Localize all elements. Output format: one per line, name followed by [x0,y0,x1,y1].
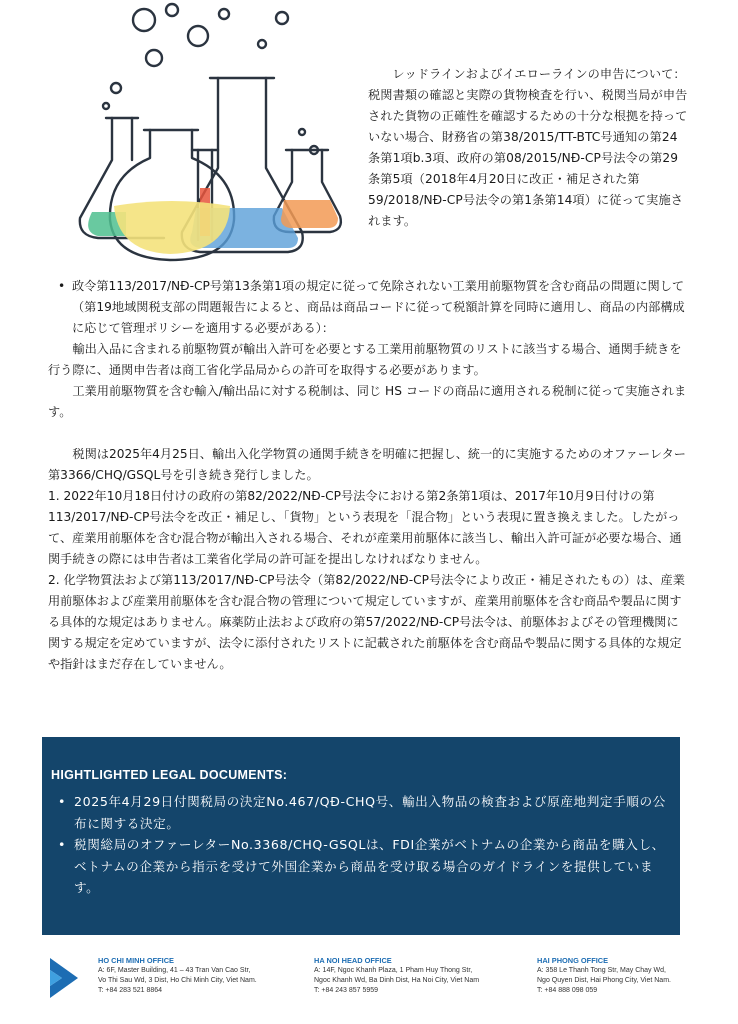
lab-flasks-illustration [52,0,352,262]
main-content [48,276,690,675]
bullet-dot: • [58,794,67,809]
office-address-line: A: 6F, Master Building, 41 – 43 Tran Van Cao Str, [98,967,251,974]
office-phone: T: +84 888 098 059 [537,987,598,994]
office-address-line: A: 358 Le Thanh Tong Str, May Chay Wd, [537,967,666,974]
office-name: HAI PHONG OFFICE [537,956,609,965]
list-item [56,791,670,834]
office-phone: T: +84 243 857 5959 [314,987,379,994]
bullet-text: 政令第113/2017/NĐ-CP号第13条第1項の規定に従って免除されない工業用前駆物質を含む商品の問題に関して（第19地域関税支部の問題報告によると、商品は商品コードに従って税額計算を同時に適用し、商品の内部構成に応じて管理ポリシーを適用する必要がある）： [72,279,685,335]
office-address-line: Vo Thi Sau Wd, 3 Dist, Ho Chi Minh City, Viet Nam. [98,977,257,984]
office-name: HA NOI HEAD OFFICE [314,956,392,965]
paragraph: 1. 2022年10月18日付けの政府の第82/2022/NĐ-CP号法令における第2条第1項は、2017年10月9日付けの第113/2017/NĐ-CP号法令を改正・補足し、「貨物」という表現を「混合物」という表現に置き換えました。したがって、産業用前駆体を含む混合物が輸出入される場合、それが産業用前駆体に該当し、輸出入許可証が必要な場合、通関手続きの際には申告者は工業省化学局の許可証を提出しなければなりません。 [48,489,682,566]
office-address-line: Ngoc Khanh Wd, Ba Dinh Dist, Ha Noi City, Viet Nam [314,977,480,984]
office-hcm [98,956,257,996]
highlight-title: HIGHTLIGHTED LEGAL DOCUMENTS: [51,768,288,782]
paragraph: 工業用前駆物質を含む輸入/輸出品に対する税制は、同じ HS コードの商品に適用される税制に従って実施されます。 [48,384,687,419]
office-phone: T: +84 283 521 8864 [98,987,163,994]
list-item-text: 2025年4月29日付関税局の決定No.467/QĐ-CHQ号、輸出入物品の検査および原産地判定手順の公布に関する決定。 [74,794,666,831]
bullet-dot: • [58,837,67,852]
office-address-line: Ngo Quyen Dist, Hai Phong City, Viet Nam. [537,977,671,984]
company-logo-icon [48,956,80,1000]
bullet-dot: • [58,279,66,293]
intro-paragraph: レッドラインおよびイエローラインの申告について：税関書類の確認と実際の貨物検査を行い、税関当局が申告された貨物の正確性を確認するための十分な根拠を持っていない場合、財務省の第38/2015/TT-BTC号通知の第24条第1項b.3項、政府の第08/2015/NĐ-CP号法令の第29条第5項（2018年4月20日に改正・補足された第59/2018/NĐ-CP号法令の第1条第14項）に従って実施されます。 [368,67,688,228]
highlighted-documents-box [42,737,680,935]
office-haiphong [537,956,671,996]
footer [0,950,738,1024]
paragraph: 輸出入品に含まれる前駆物質が輸出入許可を必要とする工業用前駆物質のリストに該当する場合、通関手続きを行う際に、通関申告者は商工省化学品局からの許可を取得する必要があります。 [48,342,682,377]
spacer [48,423,690,444]
office-hanoi [314,956,479,996]
office-address-line: A: 14F, Ngoc Khanh Plaza, 1 Pham Huy Thong Str, [314,967,473,974]
list-item [56,834,670,899]
office-name: HO CHI MINH OFFICE [98,956,174,965]
paragraph: 2. 化学物質法および第113/2017/NĐ-CP号法令（第82/2022/NĐ-CP号法令により改正・補足されたもの）は、産業用前駆体および産業用前駆体を含む混合物の管理について規定していますが、産業用前駆体を含む商品や製品に関する具体的な規定はありません。麻薬防止法および政府の第57/2022/NĐ-CP号法令は、前駆体およびその管理機関に関する規定を定めていますが、法令に添付されたリストに記載された前駆体を含む商品や製品に関する具体的な規定や指針はまだ存在していません。 [48,573,685,671]
bullet-item [48,276,690,339]
paragraph: 税関は2025年4月25日、輸出入化学物質の通関手続きを明確に把握し、統一的に実施するためのオファーレター第3366/CHQ/GSQL号を引き続き発行しました。 [48,447,686,482]
highlight-list [56,791,670,899]
list-item-text: 税関総局のオファーレターNo.3368/CHQ-GSQLは、FDI企業がベトナムの企業から商品を購入し、ベトナムの企業から指示を受けて外国企業から商品を受け取る場合のガイドラインを提供しています。 [74,837,665,895]
